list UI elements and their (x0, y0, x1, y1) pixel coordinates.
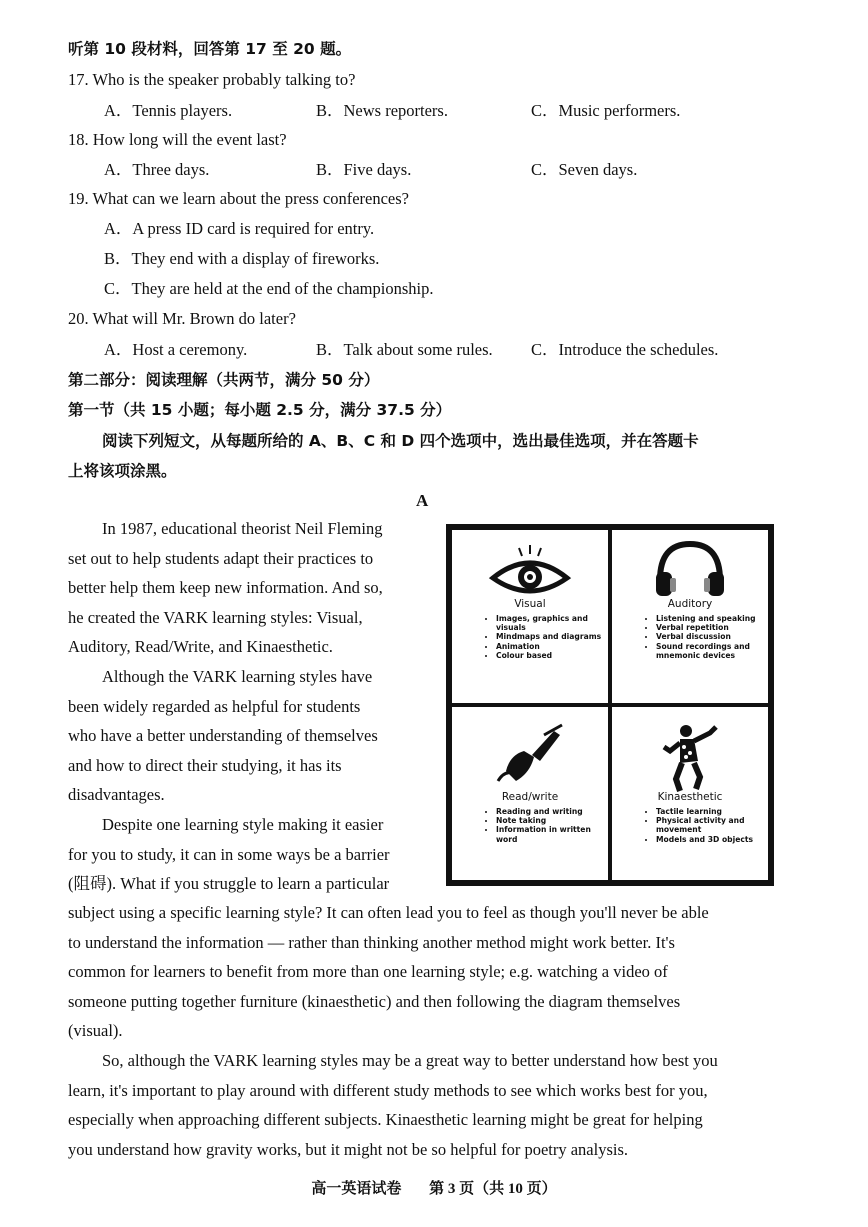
passage-line: (阻碍). What if you struggle to learn a particular (68, 874, 390, 894)
vark-list (484, 614, 602, 660)
question-20-stem: 20. What will Mr. Brown do later? (68, 309, 296, 328)
footer-subject: 高一英语试卷 (311, 1181, 402, 1197)
question-18-option-b: B．Five days. (316, 160, 412, 179)
vark-item: • Images, graphics and visuals (496, 614, 602, 632)
page-footer (0, 1177, 868, 1198)
passage-line: you understand how gravity works, but it might not be so helpful for poetry analysis. (68, 1139, 629, 1159)
headphones-icon (650, 540, 730, 600)
passage-line: So, although the VARK learning styles may be a great way to better understand how best you (102, 1050, 718, 1070)
footer-page-number: 第 3 页（共 10 页） (429, 1181, 557, 1197)
passage-line: been widely regarded as helpful for students (68, 696, 361, 716)
passage-narrow-column (68, 514, 424, 899)
passage-line: learn, it's important to play around with different study methods to see which works best for you, (68, 1080, 708, 1100)
vark-item: • Tactile learning (656, 807, 762, 816)
passage-line: Auditory, Read/Write, and Kinaesthetic. (68, 637, 333, 657)
running-figure-icon (650, 721, 730, 795)
passage-line: someone putting together furniture (kinaesthetic) and then following the diagram themselves (68, 991, 681, 1011)
passage-line: subject using a specific learning style? It can often lead you to feel as though you'll never be able (68, 903, 709, 922)
question-17-option-a: A．Tennis players. (104, 101, 233, 120)
question-18-option-c: C．Seven days. (531, 160, 638, 179)
vark-item: • Verbal discussion (656, 632, 762, 641)
vark-title: Kinaesthetic (657, 791, 723, 803)
passage-line: who have a better understanding of themselves (68, 726, 378, 746)
vark-title: Auditory (667, 598, 713, 610)
instruction-line-1: 阅读下列短文，从每题所给的 A、B、C 和 D 四个选项中，选出最佳选项，并在答题卡 (102, 432, 699, 450)
part2-title: 第二部分：阅读理解（共两节，满分 50 分） (68, 371, 380, 389)
vark-item: • Information in written word (496, 825, 602, 843)
question-18-option-a: A．Three days. (104, 160, 210, 179)
question-17-option-b: B．News reporters. (316, 101, 448, 120)
listening-header: 听第 10 段材料，回答第 17 至 20 题。 (68, 40, 352, 58)
passage-line: especially when approaching different subjects. Kinaesthetic learning might be great for helping (68, 1110, 703, 1130)
instruction-line-2: 上将该项涂黑。 (68, 462, 177, 480)
passage-line: set out to help students adapt their practices to (68, 548, 374, 568)
question-19-option-b: B．They end with a display of fireworks. (104, 249, 380, 268)
vark-cell-auditory (612, 530, 768, 703)
vark-item: • Note taking (496, 816, 602, 825)
question-20-option-c: C．Introduce the schedules. (531, 340, 719, 359)
vark-item: • Models and 3D objects (656, 835, 762, 844)
question-18-stem: 18. How long will the event last? (68, 130, 287, 149)
passage-line: Although the VARK learning styles have (102, 666, 373, 686)
vark-cell-visual (452, 530, 608, 703)
eye-icon (485, 540, 575, 596)
vark-list (644, 614, 762, 660)
question-17-option-c: C．Music performers. (531, 101, 681, 120)
vark-title: Read/write (501, 791, 559, 803)
vark-list (484, 807, 602, 844)
passage-line: (visual). (68, 1021, 123, 1041)
vark-title: Visual (514, 598, 546, 610)
question-19-option-a: A．A press ID card is required for entry. (104, 219, 375, 238)
passage-line: and how to direct their studying, it has its (68, 755, 342, 775)
passage-line: to understand the information — rather than thinking another method might work better. It's (68, 932, 675, 952)
question-17-stem: 17. Who is the speaker probably talking to? (68, 70, 356, 89)
vark-cell-read-write (452, 707, 608, 880)
passage-line: Despite one learning style making it easier (102, 814, 384, 834)
question-19-option-c: C．They are held at the end of the championship. (104, 279, 434, 298)
vark-list (644, 807, 762, 844)
passage-line: for you to study, it can in some ways be a barrier (68, 844, 390, 864)
passage-label: A (416, 491, 429, 510)
section1-title: 第一节（共 15 小题；每小题 2.5 分，满分 37.5 分） (68, 401, 452, 419)
vark-item: • Reading and writing (496, 807, 602, 816)
passage-line: disadvantages. (68, 785, 165, 805)
passage-wide-column (68, 898, 772, 1164)
vark-cell-kinaesthetic (612, 707, 768, 880)
vark-item: • Colour based (496, 651, 602, 660)
question-19-stem: 19. What can we learn about the press conferences? (68, 189, 409, 208)
vark-item: • Physical activity and movement (656, 816, 762, 834)
passage-line: common for learners to benefit from more than one learning style; e.g. watching a video of (68, 962, 668, 982)
vark-figure (446, 524, 774, 886)
vark-item: • Mindmaps and diagrams (496, 632, 602, 641)
question-20-option-b: B．Talk about some rules. (316, 340, 493, 359)
vark-item: • Sound recordings and mnemonic devices (656, 642, 762, 660)
passage-line: he created the VARK learning styles: Visual, (68, 607, 363, 627)
vark-item: • Animation (496, 642, 602, 651)
writing-hand-icon (490, 721, 570, 787)
passage-line: In 1987, educational theorist Neil Fleming (102, 519, 383, 538)
vark-item: • Listening and speaking (656, 614, 762, 623)
vark-item: • Verbal repetition (656, 623, 762, 632)
passage-line: better help them keep new information. And so, (68, 578, 383, 598)
question-20-option-a: A．Host a ceremony. (104, 340, 248, 359)
